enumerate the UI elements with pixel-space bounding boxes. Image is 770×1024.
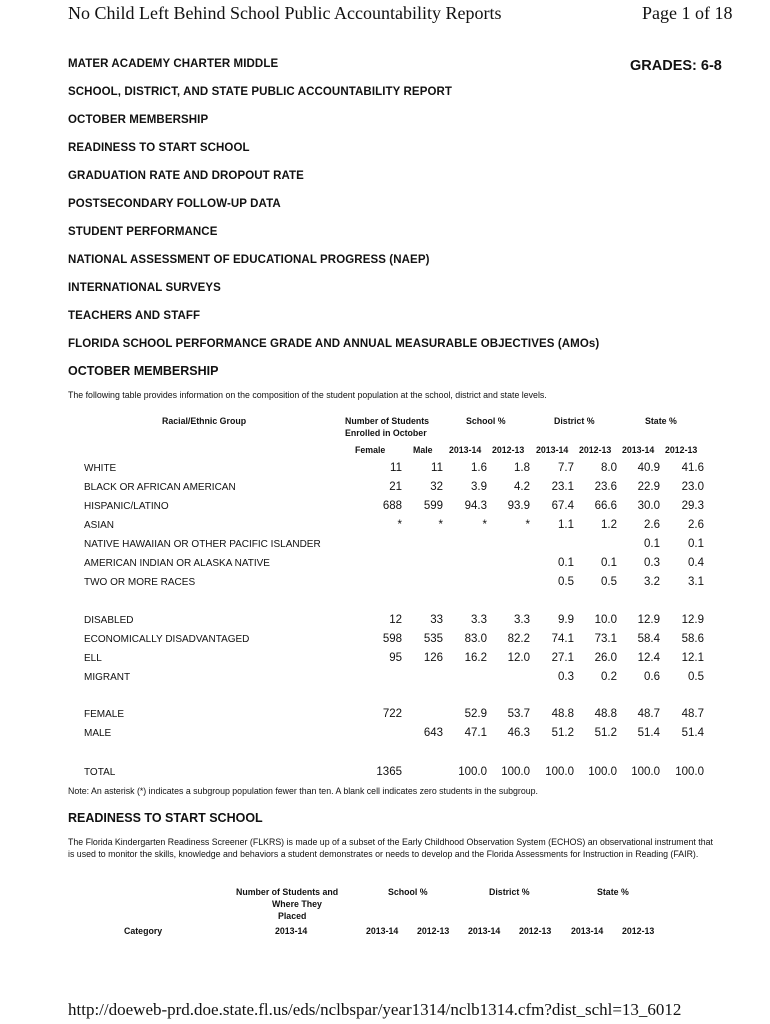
table-cell: 48.8: [551, 708, 574, 720]
table-cell: 1.2: [601, 519, 617, 531]
table-cell: 48.8: [594, 708, 617, 720]
table-cell: *: [397, 519, 402, 531]
col-number-students: Number of Students: [345, 416, 430, 426]
table-cell: 22.9: [637, 481, 660, 493]
col-number-students-2: Enrolled in October: [345, 428, 427, 438]
table-cell: 26.0: [594, 652, 617, 664]
table-cell: 3.2: [644, 576, 660, 588]
readiness-col-number-4: 2013-14: [275, 926, 308, 936]
row-label: TWO OR MORE RACES: [84, 577, 196, 588]
table-cell: 722: [382, 708, 402, 720]
row-label: WHITE: [84, 463, 117, 474]
table-cell: 16.2: [464, 652, 487, 664]
row-label: MIGRANT: [84, 672, 131, 683]
table-cell: 33: [430, 614, 443, 626]
readiness-year-district-1314: 2013-14: [468, 926, 501, 936]
table-cell: 2.6: [644, 519, 660, 531]
table-cell: 46.3: [507, 727, 530, 739]
readiness-col-number-2: Where They: [272, 899, 322, 909]
table-cell: 41.6: [681, 462, 704, 474]
table-cell: 48.7: [637, 708, 660, 720]
table-cell: 1.1: [558, 519, 574, 531]
row-label: ASIAN: [84, 520, 115, 531]
table-cell: 0.6: [644, 671, 660, 683]
school-name: MATER ACADEMY CHARTER MIDDLE: [68, 58, 279, 70]
table-cell: 8.0: [601, 462, 617, 474]
membership-heading: OCTOBER MEMBERSHIP: [68, 364, 219, 378]
table-cell: 126: [423, 652, 443, 664]
row-label: ELL: [84, 653, 102, 664]
table-cell: 599: [423, 500, 443, 512]
table-cell: 27.1: [551, 652, 574, 664]
year-school-1213: 2012-13: [492, 445, 525, 455]
table-cell: 12.0: [507, 652, 530, 664]
table-cell: 12: [389, 614, 402, 626]
readiness-year-state-1213: 2012-13: [622, 926, 655, 936]
section-link-naep[interactable]: NATIONAL ASSESSMENT OF EDUCATIONAL PROGRESS (NAEP): [68, 254, 430, 266]
table-cell: 23.0: [681, 481, 704, 493]
readiness-year-district-1213: 2012-13: [519, 926, 552, 936]
table-cell: 12.4: [637, 652, 660, 664]
table-cell: 0.1: [644, 538, 660, 550]
section-link-international[interactable]: INTERNATIONAL SURVEYS: [68, 282, 221, 294]
table-cell: 100.0: [631, 766, 660, 778]
col-school-pct: School %: [466, 416, 506, 426]
table-cell: 0.1: [688, 538, 704, 550]
table-cell: *: [482, 519, 487, 531]
col-district-pct: District %: [554, 416, 595, 426]
col-racial-ethnic-group: Racial/Ethnic Group: [162, 416, 247, 426]
section-link-teachers[interactable]: TEACHERS AND STAFF: [68, 310, 201, 322]
table-cell: 95: [389, 652, 402, 664]
sub-col-female: Female: [355, 445, 386, 455]
table-cell: 2.6: [688, 519, 704, 531]
table-cell: 3.3: [514, 614, 530, 626]
col-state-pct: State %: [645, 416, 677, 426]
table-cell: 100.0: [675, 766, 704, 778]
table-cell: 0.5: [601, 576, 617, 588]
membership-note: Note: An asterisk (*) indicates a subgroup population fewer than ten. A blank cell indicates zero students in the subgroup.: [68, 786, 538, 796]
table-cell: *: [438, 519, 443, 531]
section-link-october-membership[interactable]: OCTOBER MEMBERSHIP: [68, 114, 209, 126]
section-title-accountability: SCHOOL, DISTRICT, AND STATE PUBLIC ACCOUNTABILITY REPORT: [68, 86, 453, 98]
readiness-col-district: District %: [489, 887, 530, 897]
table-cell: 94.3: [464, 500, 487, 512]
section-link-postsecondary[interactable]: POSTSECONDARY FOLLOW-UP DATA: [68, 198, 281, 210]
table-cell: 100.0: [501, 766, 530, 778]
page-number: Page 1 of 18: [642, 3, 733, 23]
table-cell: 93.9: [507, 500, 530, 512]
table-cell: 598: [382, 633, 402, 645]
grades-label: GRADES: 6-8: [630, 58, 722, 74]
table-cell: 40.9: [637, 462, 660, 474]
table-cell: 51.2: [594, 727, 617, 739]
table-cell: 0.3: [644, 557, 660, 569]
table-cell: 9.9: [558, 614, 574, 626]
readiness-paragraph: The Florida Kindergarten Readiness Screener (FLKRS) is made up of a subset of the Early Childhood Observation System (ECHOS) an observational instrument that is used to monitor the skills, knowledge and behaviors a student demonstrates or needs to develop and the Florida Assessments for Instruction in Reading (FAIR).: [68, 837, 713, 859]
table-cell: 0.1: [558, 557, 574, 569]
row-label: DISABLED: [84, 615, 134, 626]
year-state-1213: 2012-13: [665, 445, 698, 455]
readiness-year-school-1314: 2013-14: [366, 926, 399, 936]
readiness-year-school-1213: 2012-13: [417, 926, 450, 936]
table-cell: 0.3: [558, 671, 574, 683]
table-cell: 0.4: [688, 557, 704, 569]
table-cell: 47.1: [464, 727, 487, 739]
table-cell: 0.1: [601, 557, 617, 569]
readiness-col-number-1: Number of Students and: [236, 887, 339, 897]
table-cell: 74.1: [551, 633, 574, 645]
table-cell: 535: [423, 633, 443, 645]
table-cell: 12.9: [637, 614, 660, 626]
table-cell: 7.7: [558, 462, 574, 474]
table-cell: 0.5: [688, 671, 704, 683]
year-state-1314: 2013-14: [622, 445, 655, 455]
table-cell: 11: [390, 462, 402, 474]
table-cell: 23.1: [551, 481, 574, 493]
row-label: FEMALE: [84, 709, 125, 720]
footer-url[interactable]: http://doeweb-prd.doe.state.fl.us/eds/nclbspar/year1314/nclb1314.cfm?dist_schl=13_6012: [68, 1000, 682, 1019]
section-link-readiness[interactable]: READINESS TO START SCHOOL: [68, 142, 250, 154]
table-cell: 53.7: [507, 708, 530, 720]
section-link-graduation[interactable]: GRADUATION RATE AND DROPOUT RATE: [68, 170, 304, 182]
row-label: TOTAL: [84, 767, 116, 778]
table-cell: 100.0: [545, 766, 574, 778]
year-district-1213: 2012-13: [579, 445, 612, 455]
row-label: NATIVE HAWAIIAN OR OTHER PACIFIC ISLANDER: [84, 539, 321, 550]
table-cell: 0.5: [558, 576, 574, 588]
table-cell: 82.2: [507, 633, 530, 645]
year-school-1314: 2013-14: [449, 445, 482, 455]
readiness-col-state: State %: [597, 887, 629, 897]
membership-intro: The following table provides information on the composition of the student population at the school, district and state levels.: [68, 390, 547, 400]
table-cell: 11: [431, 462, 443, 474]
table-cell: 83.0: [464, 633, 487, 645]
table-cell: 51.4: [681, 727, 704, 739]
readiness-year-state-1314: 2013-14: [571, 926, 604, 936]
section-link-performance-grade[interactable]: FLORIDA SCHOOL PERFORMANCE GRADE AND ANNUAL MEASURABLE OBJECTIVES (AMOs): [68, 338, 600, 350]
table-cell: 4.2: [514, 481, 530, 493]
table-cell: 1.8: [514, 462, 530, 474]
table-cell: 643: [423, 727, 443, 739]
table-cell: 58.6: [681, 633, 704, 645]
year-district-1314: 2013-14: [536, 445, 569, 455]
readiness-col-number-3: Placed: [278, 911, 307, 921]
table-cell: 58.4: [637, 633, 660, 645]
sub-col-male: Male: [413, 445, 433, 455]
table-cell: 12.1: [681, 652, 704, 664]
table-cell: 21: [389, 481, 402, 493]
table-cell: 100.0: [588, 766, 617, 778]
table-cell: 51.2: [551, 727, 574, 739]
section-link-student-performance[interactable]: STUDENT PERFORMANCE: [68, 226, 218, 238]
report-title: No Child Left Behind School Public Accountability Reports: [68, 3, 502, 23]
readiness-col-school: School %: [388, 887, 428, 897]
table-cell: 66.6: [594, 500, 617, 512]
table-cell: 73.1: [594, 633, 617, 645]
table-cell: 1.6: [471, 462, 487, 474]
table-cell: 52.9: [464, 708, 487, 720]
table-cell: 30.0: [637, 500, 660, 512]
table-cell: 51.4: [637, 727, 660, 739]
table-cell: 3.1: [688, 576, 704, 588]
table-cell: 3.9: [471, 481, 487, 493]
table-cell: 1365: [376, 766, 402, 778]
table-cell: 32: [430, 481, 443, 493]
row-label: AMERICAN INDIAN OR ALASKA NATIVE: [84, 558, 270, 569]
table-cell: 10.0: [594, 614, 617, 626]
row-label: BLACK OR AFRICAN AMERICAN: [84, 482, 236, 493]
readiness-col-category: Category: [124, 926, 163, 936]
row-label: HISPANIC/LATINO: [84, 501, 169, 512]
table-cell: *: [525, 519, 530, 531]
row-label: MALE: [84, 728, 112, 739]
table-cell: 0.2: [601, 671, 617, 683]
table-cell: 688: [382, 500, 402, 512]
table-cell: 48.7: [681, 708, 704, 720]
table-cell: 100.0: [458, 766, 487, 778]
table-cell: 67.4: [551, 500, 574, 512]
readiness-heading: READINESS TO START SCHOOL: [68, 811, 263, 825]
table-cell: 23.6: [594, 481, 617, 493]
table-cell: 29.3: [681, 500, 704, 512]
row-label: ECONOMICALLY DISADVANTAGED: [84, 634, 250, 645]
table-cell: 3.3: [471, 614, 487, 626]
table-cell: 12.9: [681, 614, 704, 626]
